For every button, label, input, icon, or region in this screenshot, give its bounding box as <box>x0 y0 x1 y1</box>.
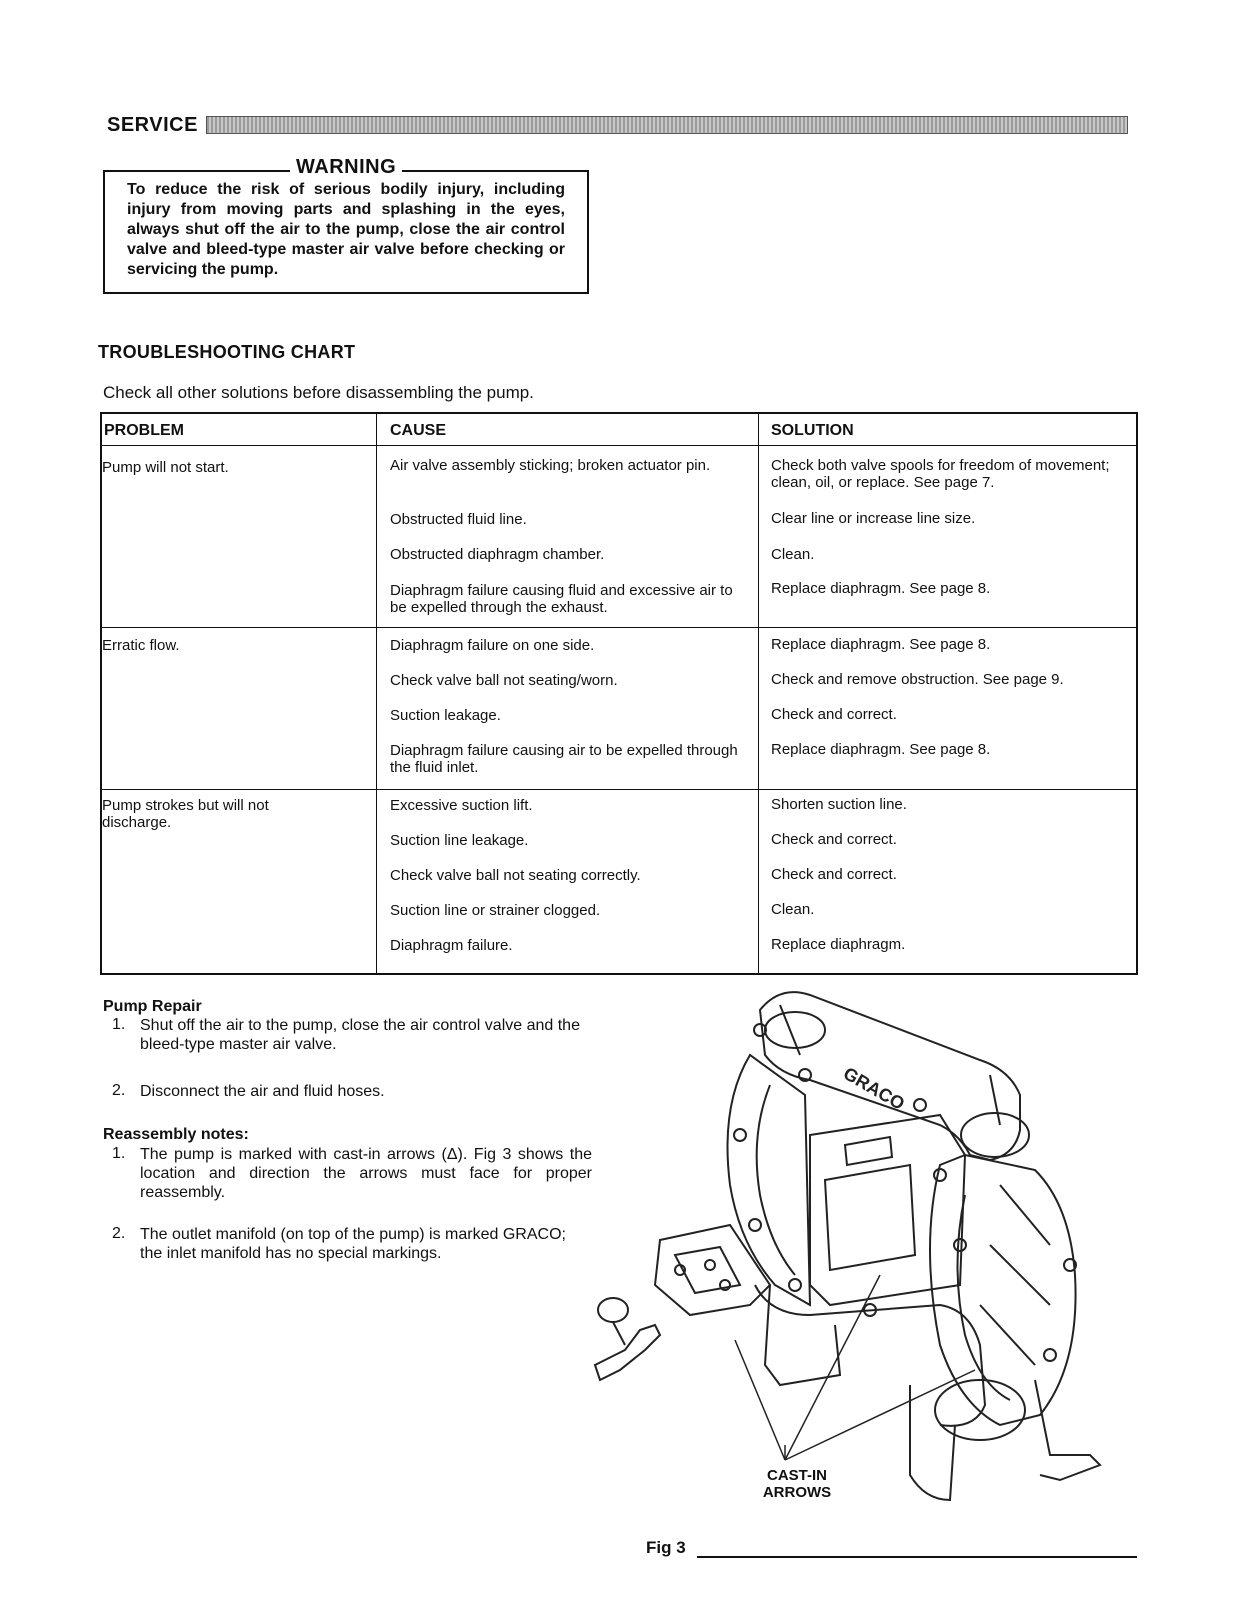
table-group-divider <box>100 789 1138 790</box>
solution-cell: Check and remove obstruction. See page 9. <box>771 671 1064 688</box>
cause-cell: Diaphragm failure on one side. <box>390 637 595 654</box>
solution-cell: Replace diaphragm. See page 8. <box>771 741 991 758</box>
cause-cell: Suction line leakage. <box>390 832 529 849</box>
cause-cell: Diaphragm failure causing fluid and excessive air to be expelled through the exhaust. <box>390 582 733 616</box>
solution-cell: Shorten suction line. <box>771 796 907 813</box>
solution-cell: Check both valve spools for freedom of movement; clean, oil, or replace. See page 7. <box>771 457 1110 491</box>
table-column-divider <box>758 412 759 975</box>
section-title: SERVICE <box>107 114 198 136</box>
warning-text: To reduce the risk of serious bodily injury, including injury from moving parts and splashing in the eyes, always shut off the air to the pump, close the air control valve and bleed-type master air valve before checking or servicing the pump. <box>127 181 565 278</box>
cause-cell: Diaphragm failure causing air to be expelled through the fluid inlet. <box>390 742 738 776</box>
table-column-divider <box>376 412 377 975</box>
step-number: 1. <box>112 1016 126 1033</box>
cause-cell: Suction leakage. <box>390 707 501 724</box>
troubleshooting-title: TROUBLESHOOTING CHART <box>98 342 356 362</box>
solution-cell: Check and correct. <box>771 866 897 883</box>
table-header-divider <box>100 445 1138 446</box>
cause-cell: Check valve ball not seating correctly. <box>390 867 641 884</box>
solution-cell: Replace diaphragm. <box>771 936 906 953</box>
solution-cell: Check and correct. <box>771 831 897 848</box>
warning-title: WARNING <box>290 156 402 179</box>
step-number: 2. <box>112 1082 126 1099</box>
solution-cell: Clean. <box>771 901 815 918</box>
pump-repair-title: Pump Repair <box>103 998 202 1015</box>
reassembly-step: The pump is marked with cast-in arrows (Δ). Fig 3 shows the location and direction the arrows must face for proper reassembly. <box>140 1146 592 1201</box>
problem-cell: Pump will not start. <box>102 459 229 476</box>
header-problem: PROBLEM <box>104 422 184 439</box>
troubleshooting-table <box>100 412 1138 975</box>
cause-cell: Obstructed fluid line. <box>390 511 527 528</box>
troubleshooting-intro: Check all other solutions before disassembling the pump. <box>103 383 534 402</box>
solution-cell: Check and correct. <box>771 706 897 723</box>
section-title-rule <box>206 116 1128 134</box>
figure-rule <box>697 1556 1137 1558</box>
pump-illustration <box>580 985 1140 1530</box>
cast-in-arrows-callout: CAST-IN ARROWS <box>762 1467 832 1501</box>
pump-repair-step: Disconnect the air and fluid hoses. <box>140 1083 385 1100</box>
reassembly-step: The outlet manifold (on top of the pump) is marked GRACO; the inlet manifold has no special markings. <box>140 1226 566 1262</box>
pump-repair-step: Shut off the air to the pump, close the air control valve and the bleed-type master air valve. <box>140 1017 580 1053</box>
solution-cell: Replace diaphragm. See page 8. <box>771 580 991 597</box>
figure-label: Fig 3 <box>646 1538 686 1557</box>
cause-cell: Diaphragm failure. <box>390 937 513 954</box>
cause-cell: Suction line or strainer clogged. <box>390 902 601 919</box>
problem-cell: Pump strokes but will not discharge. <box>102 797 269 831</box>
step-number: 1. <box>112 1145 126 1162</box>
solution-cell: Clean. <box>771 546 815 563</box>
reassembly-title: Reassembly notes: <box>103 1126 249 1143</box>
cause-cell: Air valve assembly sticking; broken actuator pin. <box>390 457 711 474</box>
cause-cell: Check valve ball not seating/worn. <box>390 672 618 689</box>
solution-cell: Clear line or increase line size. <box>771 510 976 527</box>
cause-cell: Excessive suction lift. <box>390 797 533 814</box>
step-number: 2. <box>112 1225 126 1242</box>
manifold-marking: GRACO <box>840 1063 909 1114</box>
header-cause: CAUSE <box>390 422 447 439</box>
header-solution: SOLUTION <box>771 422 854 439</box>
cause-cell: Obstructed diaphragm chamber. <box>390 546 605 563</box>
solution-cell: Replace diaphragm. See page 8. <box>771 636 991 653</box>
table-group-divider <box>100 627 1138 628</box>
problem-cell: Erratic flow. <box>102 637 180 654</box>
